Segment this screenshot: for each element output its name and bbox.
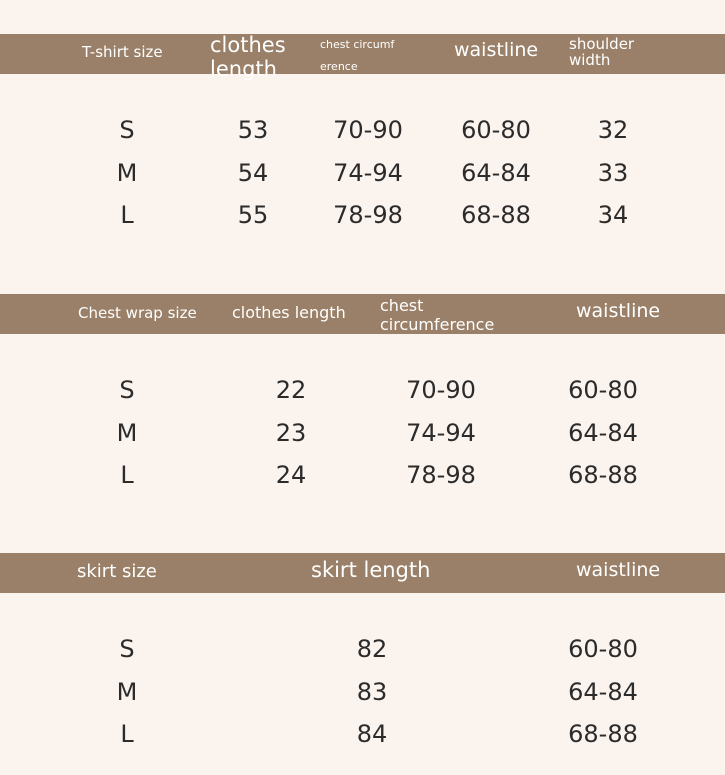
tshirt-chest-cell: 74-94	[333, 159, 403, 187]
skirt-length-cell: 82	[356, 635, 388, 663]
tshirt-waist-cell: 60-80	[461, 116, 531, 144]
tshirt-waist-cell: 68-88	[461, 201, 531, 229]
tshirt-size-cell: L	[120, 201, 134, 229]
tshirt-chest-cell: 78-98	[333, 201, 403, 229]
skirt-length-cell: 84	[356, 720, 388, 748]
tshirt-length-cell: 54	[237, 159, 269, 187]
chest-wrap-waist-cell: 60-80	[568, 376, 638, 404]
chest-wrap-size-cell: S	[119, 376, 135, 404]
tshirt-chest-header: chest circumference	[320, 38, 395, 73]
chest-wrap-size-cell: L	[120, 461, 134, 489]
chest-wrap-chest-cell: 78-98	[406, 461, 476, 489]
chest-wrap-chest-header: chest circumference	[380, 296, 495, 334]
chest-wrap-size-header: Chest wrap size	[78, 304, 197, 322]
skirt-size-cell: S	[119, 635, 135, 663]
tshirt-length-header: clothes length	[210, 33, 286, 81]
tshirt-length-cell: 55	[237, 201, 269, 229]
skirt-size-cell: L	[120, 720, 134, 748]
chest-wrap-waist-cell: 64-84	[568, 419, 638, 447]
tshirt-chest-cell: 70-90	[333, 116, 403, 144]
tshirt-shoulder-cell: 33	[597, 159, 629, 187]
tshirt-size-header: T-shirt size	[82, 43, 163, 61]
chest-wrap-length-cell: 22	[275, 376, 307, 404]
chest-wrap-chest-cell: 70-90	[406, 376, 476, 404]
skirt-size-header: skirt size	[77, 561, 157, 582]
chest-wrap-waist-cell: 68-88	[568, 461, 638, 489]
tshirt-shoulder-cell: 32	[597, 116, 629, 144]
chest-wrap-size-cell: M	[116, 419, 138, 447]
skirt-length-header: skirt length	[311, 558, 431, 582]
tshirt-shoulder-header: shoulder width	[569, 35, 635, 69]
tshirt-size-cell: S	[119, 116, 135, 144]
tshirt-waist-header: waistline	[454, 39, 539, 61]
skirt-waist-cell: 68-88	[568, 720, 638, 748]
tshirt-size-cell: M	[116, 159, 138, 187]
skirt-waist-header: waistline	[576, 559, 661, 581]
chest-wrap-waist-header: waistline	[576, 300, 661, 322]
chest-wrap-length-header: clothes length	[232, 303, 346, 322]
tshirt-shoulder-cell: 34	[597, 201, 629, 229]
chest-wrap-length-cell: 23	[275, 419, 307, 447]
tshirt-length-cell: 53	[237, 116, 269, 144]
skirt-length-cell: 83	[356, 678, 388, 706]
chest-wrap-length-cell: 24	[275, 461, 307, 489]
skirt-waist-cell: 60-80	[568, 635, 638, 663]
skirt-size-cell: M	[116, 678, 138, 706]
tshirt-waist-cell: 64-84	[461, 159, 531, 187]
chest-wrap-chest-cell: 74-94	[406, 419, 476, 447]
skirt-waist-cell: 64-84	[568, 678, 638, 706]
